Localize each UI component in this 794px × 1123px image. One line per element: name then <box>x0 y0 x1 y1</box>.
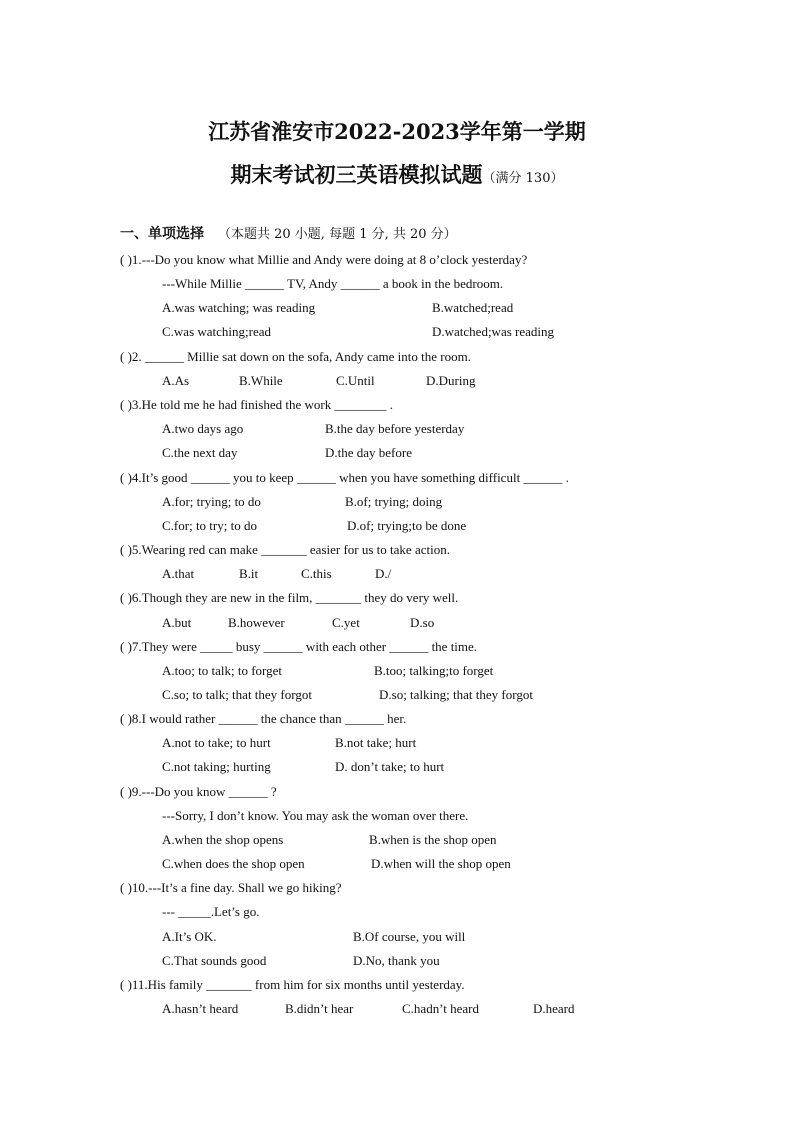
option-c: C.the next day <box>162 445 238 460</box>
option-c: C.so; to talk; that they forgot <box>162 687 312 702</box>
option-b: B.when is the shop open <box>369 832 497 847</box>
section-heading <box>120 223 457 243</box>
option-d: D.During <box>426 373 476 388</box>
question-dialog-line: --- _____.Let’s go. <box>162 904 260 919</box>
option-d: D.heard <box>533 1001 575 1016</box>
question-stem: ( )10.---It’s a fine day. Shall we go hiking? <box>120 880 342 895</box>
option-d: D.so <box>410 615 435 630</box>
question-stem: ( )9.---Do you know ______ ? <box>120 784 277 799</box>
option-c: C.hadn’t heard <box>402 1001 480 1016</box>
option-a: A.not to take; to hurt <box>162 735 271 750</box>
option-b: B.of; trying; doing <box>345 494 443 509</box>
option-d: D./ <box>375 566 392 581</box>
question-stem: ( )6.Though they are new in the film, _______ they do very well. <box>120 590 459 605</box>
question-dialog-line: ---While Millie ______ TV, Andy ______ a book in the bedroom. <box>162 276 504 291</box>
option-a: A.for; trying; to do <box>162 494 261 509</box>
option-d: D.when will the shop open <box>371 856 511 871</box>
question-stem: ( )8.I would rather ______ the chance than ______ her. <box>120 711 407 726</box>
option-c: C.was watching;read <box>162 324 272 339</box>
option-b: B.it <box>239 566 259 581</box>
option-c: C.not taking; hurting <box>162 759 271 774</box>
option-c: C.yet <box>332 615 360 630</box>
score-note: （满分 130） <box>482 171 564 186</box>
subtitle-text: 期末考试初三英语模拟试题 <box>230 162 483 187</box>
option-c: C.when does the shop open <box>162 856 305 871</box>
option-a: A.that <box>162 566 195 581</box>
option-d: D.No, thank you <box>353 953 440 968</box>
option-b: B.While <box>239 373 283 388</box>
option-b: B.too; talking;to forget <box>374 663 494 678</box>
option-a: A.when the shop opens <box>162 832 284 847</box>
document-subtitle <box>0 159 794 189</box>
question-dialog-line: ---Sorry, I don’t know. You may ask the woman over there. <box>162 808 469 823</box>
option-a: A.It’s OK. <box>162 929 217 944</box>
option-c: C.Until <box>336 373 375 388</box>
question-stem: ( )1.---Do you know what Millie and Andy were doing at 8 o’clock yesterday? <box>120 252 528 267</box>
option-a: A.two days ago <box>162 421 244 436</box>
option-d: D.so; talking; that they forgot <box>379 687 533 702</box>
option-b: B.didn’t hear <box>285 1001 354 1016</box>
option-d: D.of; trying;to be done <box>347 518 467 533</box>
option-a: A.but <box>162 615 192 630</box>
option-a: A.too; to talk; to forget <box>162 663 282 678</box>
question-stem: ( )3.He told me he had finished the work ________ . <box>120 397 393 412</box>
option-a: A.As <box>162 373 190 388</box>
question-stem: ( )11.His family _______ from him for six months until yesterday. <box>120 977 465 992</box>
question-stem: ( )4.It’s good ______ you to keep ______ when you have something difficult ______ . <box>120 470 569 485</box>
option-b: B.the day before yesterday <box>325 421 465 436</box>
option-c: C.this <box>301 566 332 581</box>
question-stem: ( )5.Wearing red can make _______ easier for us to take action. <box>120 542 450 557</box>
option-c: C.for; to try; to do <box>162 518 257 533</box>
question-stem: ( )7.They were _____ busy ______ with each other ______ the time. <box>120 639 478 654</box>
option-d: D. don’t take; to hurt <box>335 759 445 774</box>
option-b: B.Of course, you will <box>353 929 466 944</box>
option-d: D.watched;was reading <box>432 324 555 339</box>
option-b: B.watched;read <box>432 300 514 315</box>
option-b: B.not take; hurt <box>335 735 417 750</box>
option-b: B.however <box>228 615 285 630</box>
document-title: 江苏省淮安市2022-2023学年第一学期 <box>208 119 586 144</box>
option-c: C.That sounds good <box>162 953 267 968</box>
option-a: A.hasn’t heard <box>162 1001 239 1016</box>
option-a: A.was watching; was reading <box>162 300 316 315</box>
section-title: 一、单项选择 <box>120 226 204 242</box>
question-stem: ( )2. ______ Millie sat down on the sofa, Andy came into the room. <box>120 349 471 364</box>
section-note: （本题共 20 小题, 每题 1 分, 共 20 分） <box>218 227 457 242</box>
option-d: D.the day before <box>325 445 412 460</box>
